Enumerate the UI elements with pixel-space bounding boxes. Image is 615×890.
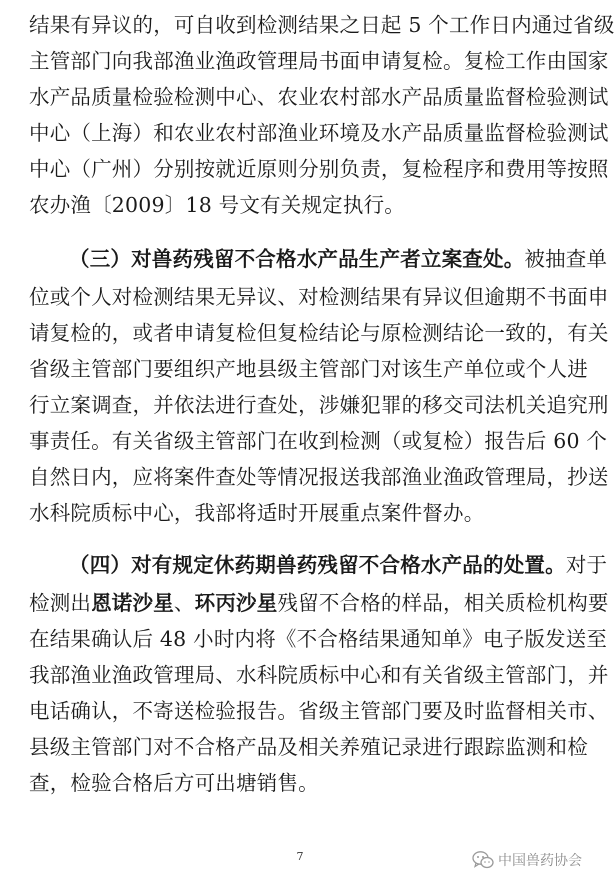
text-line: 省级主管部门要组织产地县级主管部门对该生产单位或个人进 xyxy=(29,357,588,381)
text-line: 自然日内，应将案件查处等情况报送我部渔业渔政管理局，抄送 xyxy=(29,465,609,489)
text-line: 事责任。有关省级主管部门在收到检测（或复检）报告后 60 个 xyxy=(29,429,608,453)
text-line: 位或个人对检测结果无异议、对检测结果有异议但逾期不书面申 xyxy=(29,285,609,309)
drug-separator: 、 xyxy=(173,591,195,615)
text-line: 在结果确认后 48 小时内将《不合格结果通知单》电子版发送至 xyxy=(29,627,608,651)
text-line: 主管部门向我部渔业渔政管理局书面申请复检。复检工作由国家 xyxy=(29,49,609,73)
section-3-first-line xyxy=(69,242,608,276)
section-4-heading: （四）对有规定休药期兽药残留不合格水产品的处置。 xyxy=(69,553,566,577)
text-line: 行立案调查，并依法进行查处，涉嫌犯罪的移交司法机关追究刑 xyxy=(29,393,609,417)
section-3-heading: （三）对兽药残留不合格水产品生产者立案查处。 xyxy=(69,247,525,271)
section-4-first-line xyxy=(69,548,608,582)
drug-name-enrofloxacin: 恩诺沙星 xyxy=(91,591,174,615)
section-4-heading-tail: 对于 xyxy=(565,553,608,577)
text-line: 查，检验合格后方可出塘销售。 xyxy=(29,771,319,795)
section-3-heading-tail: 被抽查单 xyxy=(524,247,608,271)
watermark-text: 中国兽药协会 xyxy=(498,853,582,869)
text-line: 水科院质标中心，我部将适时开展重点案件督办。 xyxy=(29,501,485,525)
drug-name-ciprofloxacin: 环丙沙星 xyxy=(194,591,278,615)
drug-line-suffix: 残留不合格的样品，相关质检机构要 xyxy=(277,591,609,615)
watermark xyxy=(472,848,582,872)
wechat-icon xyxy=(472,850,494,870)
text-line: 农办渔〔2009〕18 号文有关规定执行。 xyxy=(29,193,405,217)
text-line: 水产品质量检验检测中心、农业农村部水产品质量监督检验测试 xyxy=(29,85,609,109)
page-number: 7 xyxy=(296,850,304,863)
text-line: 县级主管部门对不合格产品及相关养殖记录进行跟踪监测和检 xyxy=(29,735,588,759)
text-line: 请复检的，或者申请复检但复检结论与原检测结论一致的，有关 xyxy=(29,321,609,345)
section-4-drug-line xyxy=(29,586,609,620)
text-line: 我部渔业渔政管理局、水科院质标中心和有关省级主管部门，并 xyxy=(29,663,609,687)
drug-line-prefix: 检测出 xyxy=(29,591,92,615)
text-line: 中心（上海）和农业农村部渔业环境及水产品质量监督检验测试 xyxy=(29,121,609,145)
text-line: 结果有异议的，可自收到检测结果之日起 5 个工作日内通过省级 xyxy=(29,13,615,37)
text-line: 中心（广州）分别按就近原则分别负责，复检程序和费用等按照 xyxy=(29,157,609,181)
text-line: 电话确认，不寄送检验报告。省级主管部门要及时监督相关市、 xyxy=(29,699,609,723)
